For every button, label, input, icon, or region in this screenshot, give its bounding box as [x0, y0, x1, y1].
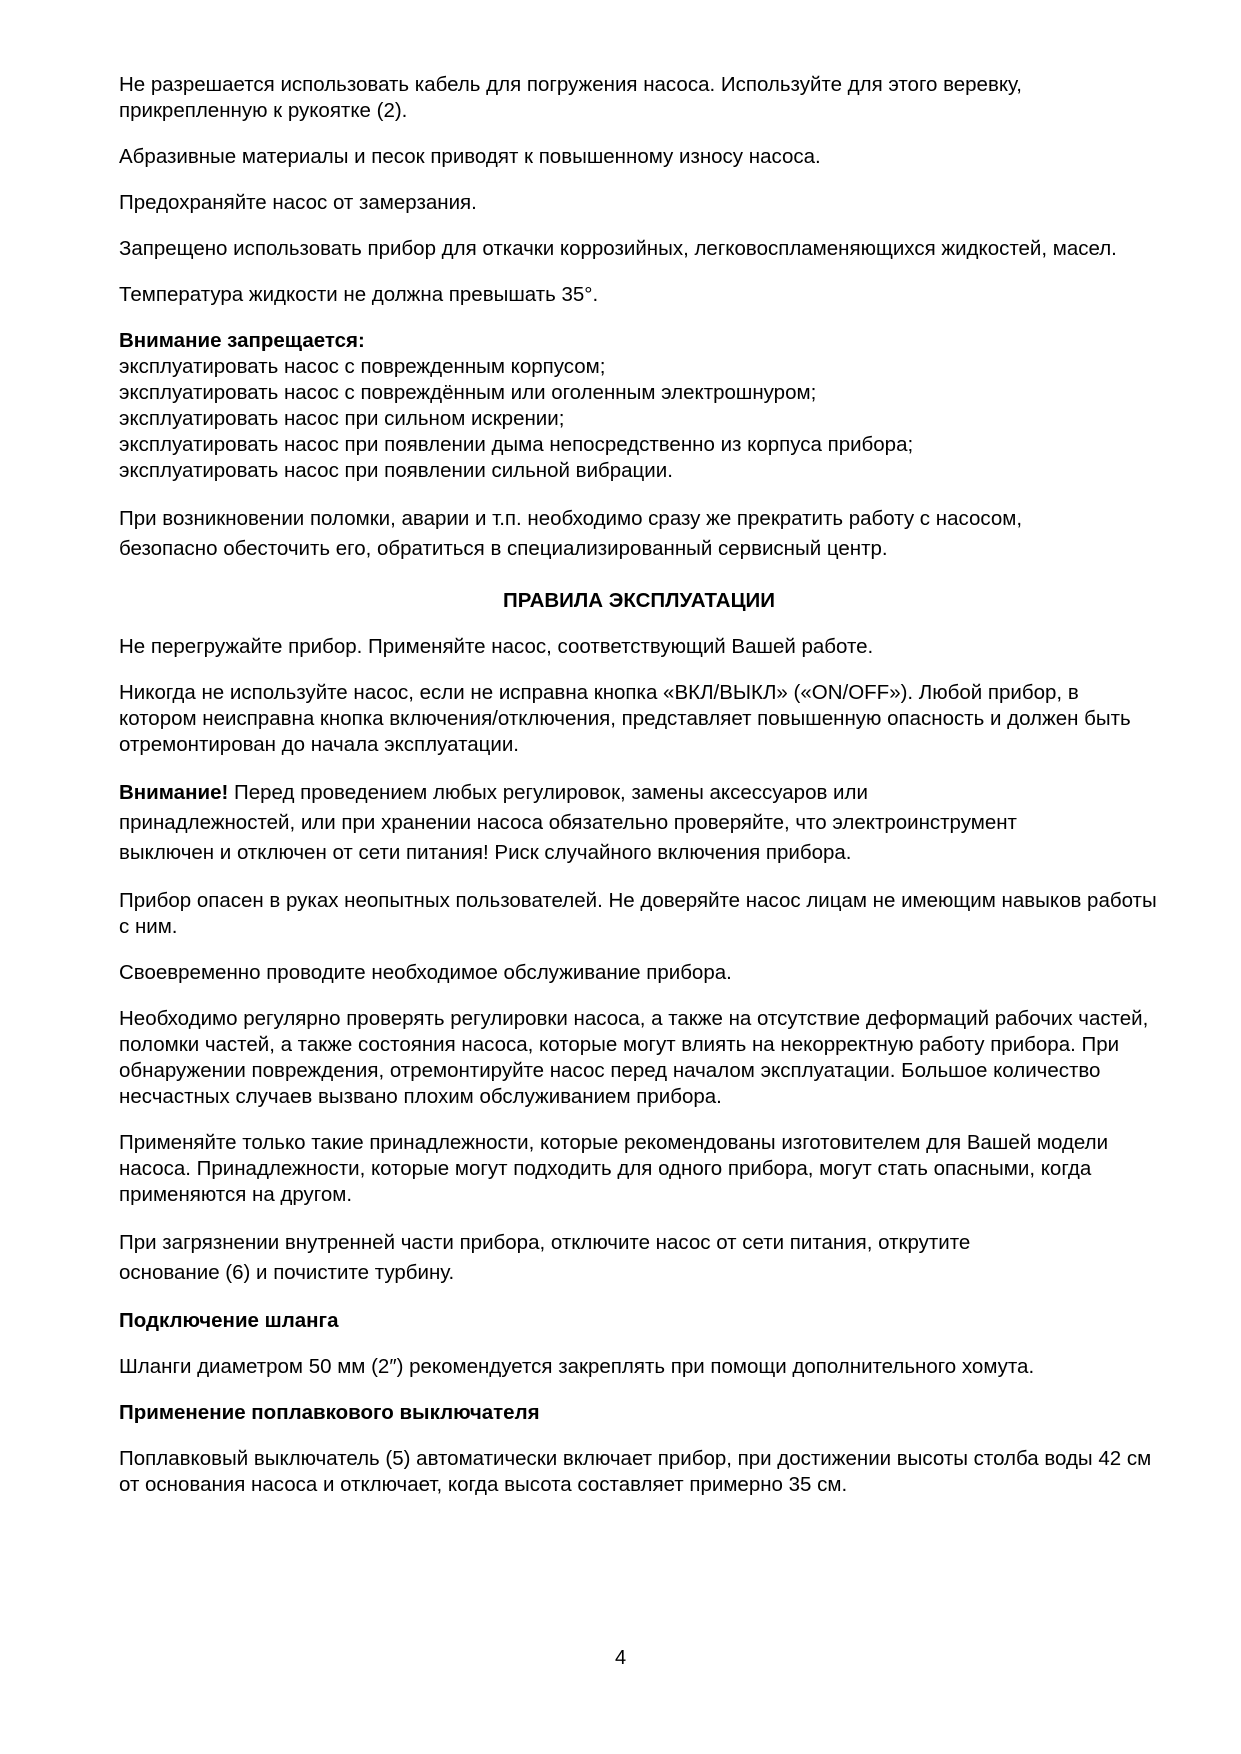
warning-item: эксплуатировать насос при появлении сильной вибрации.: [119, 459, 673, 482]
page-content: [119, 72, 1159, 1498]
paragraph-accessories: Применяйте только такие принадлежности, которые рекомендованы изготовителем для Вашей модели насоса. Принадлежности, которые могут подходить для одного прибора, могут стать опасными, когда применяются на другом.: [119, 1131, 1109, 1206]
attention-line: принадлежностей, или при хранении насоса обязательно проверяйте, что электроинструмент: [119, 811, 1017, 834]
subheading-hose: Подключение шланга: [119, 1309, 339, 1332]
paragraph-hose: Шланги диаметром 50 мм (2″) рекомендуется закреплять при помощи дополнительного хомута.: [119, 1355, 1035, 1378]
paragraph-maintenance: Своевременно проводите необходимое обслуживание прибора.: [119, 961, 732, 984]
attention-paragraph: [119, 778, 1159, 868]
warning-title: Внимание запрещается:: [119, 329, 365, 352]
subheading-float-switch: Применение поплавкового выключателя: [119, 1401, 540, 1424]
paragraph-inspection: Необходимо регулярно проверять регулировки насоса, а также на отсутствие деформаций рабочих частей, поломки частей, а также состояния насоса, которые могут влиять на некорректную работу прибора. При обнаружении повреждения, отремонтируйте насос перед началом эксплуатации. Большое количество несчастных случаев вызвано плохим обслуживанием прибора.: [119, 1007, 1149, 1108]
warning-item: эксплуатировать насос с поврежденным корпусом;: [119, 355, 606, 378]
warning-item: эксплуатировать насос при сильном искрении;: [119, 407, 565, 430]
paragraph-freezing: Предохраняйте насос от замерзания.: [119, 191, 477, 214]
paragraph-overload: Не перегружайте прибор. Применяйте насос, соответствующий Вашей работе.: [119, 635, 874, 658]
attention-line: выключен и отключен от сети питания! Риск случайного включения прибора.: [119, 841, 852, 864]
attention-line: [119, 778, 1159, 808]
paragraph-switch: Никогда не используйте насос, если не исправна кнопка «ВКЛ/ВЫКЛ» («ON/OFF»). Любой прибор, в котором неисправна кнопка включения/отключения, представляет повышенную опасность и должен быть отремонтирован до начала эксплуатации.: [119, 681, 1131, 756]
paragraph-liquids: Запрещено использовать прибор для откачки коррозийных, легковоспламеняющихся жидкостей, масел.: [119, 237, 1117, 260]
cleaning-line: При загрязнении внутренней части прибора, отключите насос от сети питания, открутите: [119, 1231, 971, 1254]
section-heading-rules: ПРАВИЛА ЭКСПЛУАТАЦИИ: [502, 589, 776, 612]
warning-item: эксплуатировать насос при появлении дыма непосредственно из корпуса прибора;: [119, 433, 914, 456]
paragraph-inexperienced: Прибор опасен в руках неопытных пользователей. Не доверяйте насос лицам не имеющим навыков работы с ним.: [119, 889, 1157, 938]
paragraph-cable: Не разрешается использовать кабель для погружения насоса. Используйте для этого веревку, прикрепленную к рукоятке (2).: [119, 73, 1022, 122]
paragraph-float-switch: Поплавковый выключатель (5) автоматически включает прибор, при достижении высоты столба воды 42 см от основания насоса и отключает, когда высота составляет примерно 35 см.: [119, 1447, 1152, 1496]
breakdown-paragraph: [119, 504, 1159, 564]
attention-label: Внимание!: [119, 781, 229, 804]
warning-block: [119, 328, 1159, 484]
paragraph-temperature: Температура жидкости не должна превышать 35°.: [119, 283, 599, 306]
breakdown-line: безопасно обесточить его, обратиться в специализированный сервисный центр.: [119, 537, 888, 560]
breakdown-line: При возникновении поломки, аварии и т.п. необходимо сразу же прекратить работу с насосом,: [119, 507, 1023, 530]
paragraph-abrasive: Абразивные материалы и песок приводят к повышенному износу насоса.: [119, 145, 821, 168]
attention-text: Перед проведением любых регулировок, замены аксессуаров или: [228, 781, 868, 804]
cleaning-line: основание (6) и почистите турбину.: [119, 1261, 455, 1284]
warning-item: эксплуатировать насос с повреждённым или оголенным электрошнуром;: [119, 381, 817, 404]
page-number: 4: [614, 1647, 627, 1669]
cleaning-paragraph: [119, 1228, 1159, 1288]
